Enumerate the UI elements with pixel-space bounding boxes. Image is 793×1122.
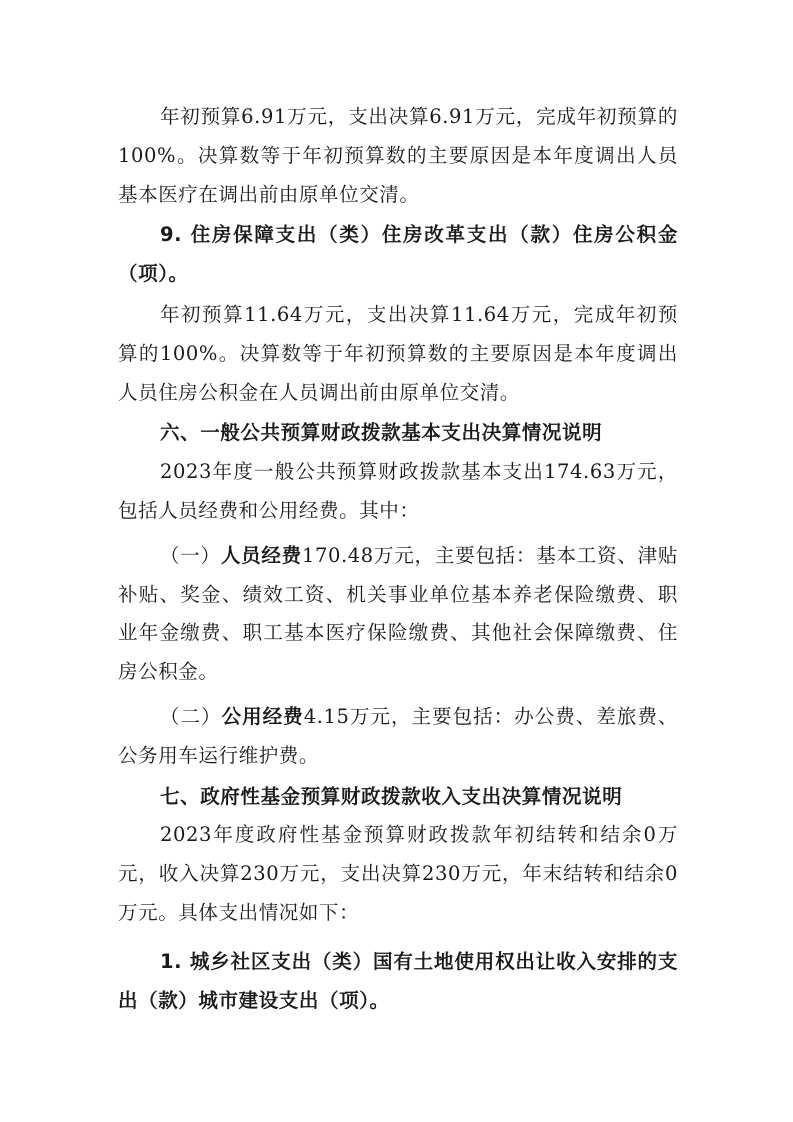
section-heading-seven: 七、政府性基金预算财政拨款收入支出决算情况说明 [160, 784, 623, 808]
personnel-prefix: （一） [160, 543, 221, 567]
document-page [118, 98, 678, 1020]
personnel-detail: 170.48万元，主要包括：基本工资、津贴补贴、奖金、绩效工资、机关事业单位基本养老保险缴费、职业年金缴费、职工基本医疗保险缴费、其他社会保障缴费、住房公积金。 [118, 543, 678, 684]
public-prefix: （二） [160, 704, 222, 728]
personnel-label: 人员经费 [220, 543, 302, 567]
section-heading-six: 六、一般公共预算财政拨款基本支出决算情况说明 [160, 421, 603, 445]
paragraph-personnel-expenses [118, 537, 678, 692]
paragraph-housing-fund-budget: 年初预算11.64万元，支出决算11.64万元，完成年初预算的100%。决算数等于年初预算数的主要原因是本年度调出人员住房公积金在人员调出前由原单位交清。 [118, 302, 678, 404]
heading-housing-fund: 9. 住房保障支出（类）住房改革支出（款）住房公积金（项）。 [118, 223, 678, 286]
public-detail: 4.15万元，主要包括：办公费、差旅费、公务用车运行维护费。 [118, 704, 678, 767]
paragraph-basic-expenditure: 2023年度一般公共预算财政拨款基本支出174.63万元，包括人员经费和公用经费。其中： [118, 460, 678, 522]
paragraph-government-fund: 2023年度政府性基金预算财政拨款年初结转和结余0万元，收入决算230万元，支出决算230万元，年末结转和结余0万元。具体支出情况如下： [118, 823, 678, 924]
paragraph-public-expenses [118, 698, 678, 776]
heading-urban-construction: 1. 城乡社区支出（类）国有土地使用权出让收入安排的支出（款）城市建设支出（项）。 [118, 949, 678, 1012]
public-label: 公用经费 [221, 704, 304, 728]
paragraph-health-insurance-budget: 年初预算6.91万元，支出决算6.91万元，完成年初预算的100%。决算数等于年初预算数的主要原因是本年度调出人员基本医疗在调出前由原单位交清。 [118, 105, 678, 206]
